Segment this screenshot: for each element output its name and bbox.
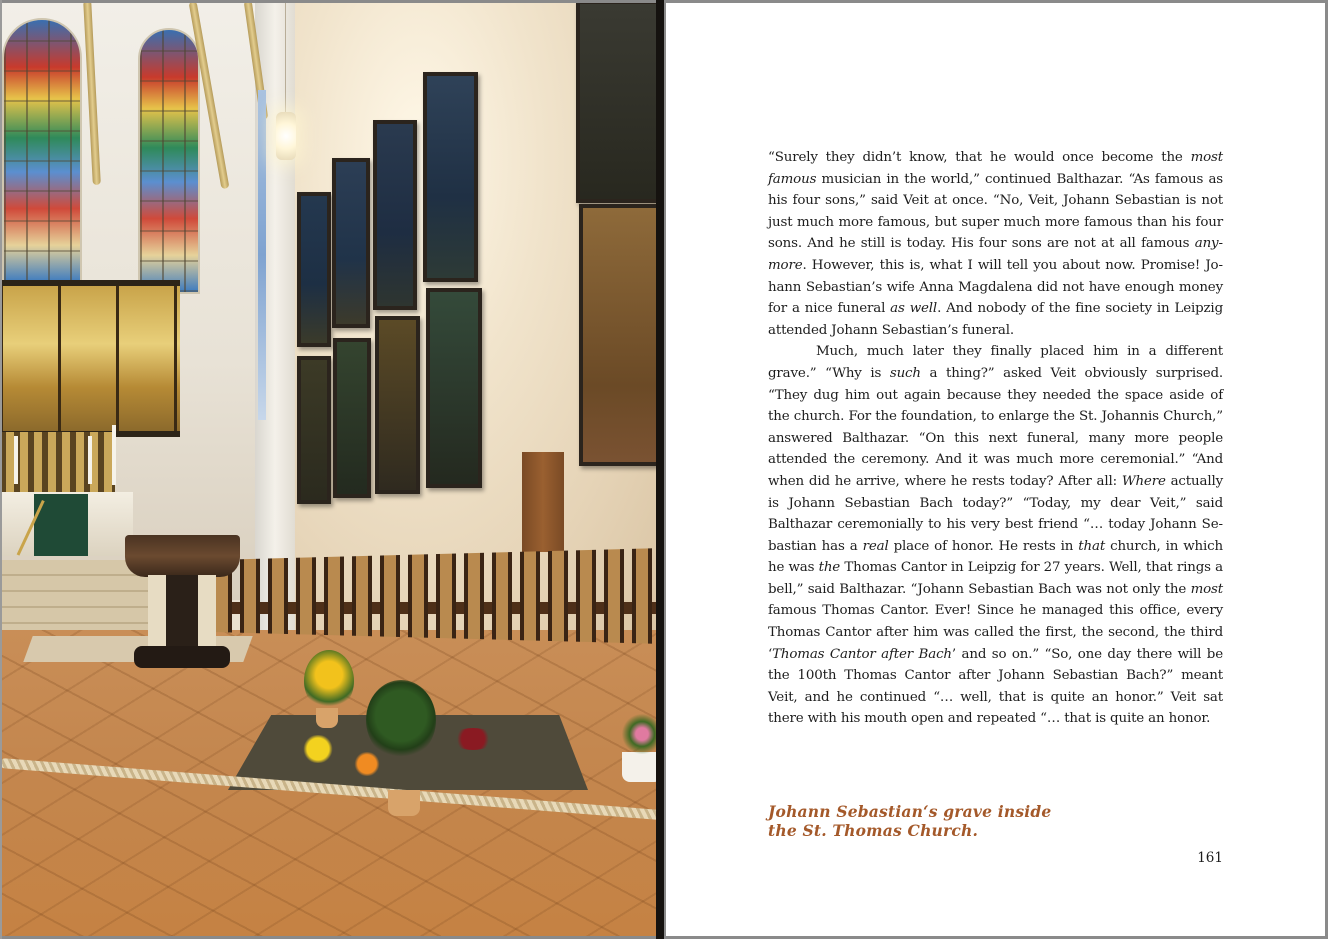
text-run: actually is Johann Sebastian Bach today?” “Today, my dear Veit,” said Balthazar ceremonially to his very best friend “… today Johann Sebastian has a (768, 473, 1223, 554)
italic-run: most famous (768, 150, 1223, 187)
orange-flowers (350, 752, 384, 776)
text-run: ’ and so on.” “So, one day there will be the 100th Thomas Cantor after Johann Sebastian Bach?” meant Veit, and he continued “… well, that is quite an honor.” Veit sat there with his mouth open and repeated “… that is quite an honor. (768, 646, 1223, 727)
lamp-cord (285, 0, 286, 112)
text-run: “Surely they didn’t know, that he would once become the (768, 150, 1191, 165)
cantor-portrait (426, 288, 482, 488)
yellow-flower-bouquet (304, 650, 354, 712)
wooden-door (522, 452, 564, 552)
italic-run: such (889, 365, 921, 381)
page-edge (0, 0, 2, 939)
stained-glass-window-left (2, 18, 82, 284)
baptismal-font-figures (148, 575, 216, 650)
text-run: Much, much later they finally placed him in a different grave.” “Why is (768, 344, 1223, 381)
candle (112, 425, 116, 485)
text-run: musician in the world,” continued Balthazar. “As famous as his four sons,” said Veit at once. “No, Veit, Johann Sebastian is not just much more famous, but super much more famous than his four sons. And he still is today. His four sons are not at all famous (768, 171, 1223, 252)
tall-window (258, 90, 266, 420)
body-text (768, 147, 1223, 730)
italic-run: anymore (768, 236, 1223, 273)
italic-run: as well (890, 301, 938, 317)
candle (14, 436, 18, 484)
paragraph (768, 341, 1223, 730)
cantor-portrait (332, 158, 370, 328)
cantor-portrait (576, 0, 662, 203)
caption-line: the St. Thomas Church. (768, 821, 979, 840)
yellow-flowers (298, 735, 338, 763)
italic-run: the (818, 560, 841, 576)
gothic-winged-altar (0, 280, 180, 437)
candle (88, 436, 92, 484)
book-gutter (656, 0, 664, 939)
cantor-portrait (297, 192, 331, 347)
right-page (666, 0, 1328, 939)
page-number: 161 (1197, 850, 1223, 866)
text-run: a thing?” asked Veit obviously surprised. “They dug him out again because they needed the space aside of the church. For the foundation, to enlarge the St. Johannis Church,” answered Balthazar. “On this next funeral, many more people attended the ceremony. And it was much more ceremonial.” “And when did he arrive, where he rests today? After all: (768, 365, 1223, 489)
text-run: . However, this is, what I will tell you about now. Promise! Johann Sebastian’s wife Anna Magdalena did not have enough money for a nice funeral (768, 257, 1223, 317)
text-run: place of honor. He rests in (888, 538, 1079, 554)
cantor-portrait-large (579, 204, 663, 466)
stained-glass-window-center (138, 28, 200, 294)
italic-run: that (1078, 538, 1106, 554)
italic-run: Where (1121, 473, 1166, 489)
green-plant (366, 680, 436, 760)
cantor-portrait (373, 120, 417, 310)
cantor-portrait (375, 316, 420, 494)
hanging-lamp (276, 112, 296, 160)
baptismal-font-bowl (125, 535, 240, 577)
italic-run: Thomas Cantor after Bach (772, 646, 952, 662)
text-run: famous Thomas Cantor. Ever! Since he managed this office, every Thomas Cantor after him was called the first, the second, the third ‘ (768, 603, 1223, 662)
text-run: Thomas Cantor in Leipzig for 27 years. Well, that rings a bell,” said Balthazar. “Johann Sebastian Bach was not only the (768, 560, 1223, 597)
flower-pot (388, 790, 420, 816)
text-run: . And nobody of the fine society in Leipzig attended Johann Sebastian’s funeral. (768, 301, 1223, 338)
text-run: church, in which he was (768, 538, 1223, 576)
green-altar-cloth (34, 494, 88, 556)
cantor-portrait (423, 72, 478, 282)
cantor-portrait (297, 356, 331, 504)
page-edge (0, 0, 664, 3)
caption-line: Johann Sebastian‘s grave inside (768, 802, 1052, 821)
photo-caption (768, 802, 1088, 840)
page-edge (666, 0, 1328, 3)
italic-run: most (1190, 581, 1223, 597)
italic-run: real (862, 538, 889, 554)
red-roses (450, 728, 496, 750)
baptismal-font-base (134, 646, 230, 668)
cantor-portrait (333, 338, 371, 498)
paragraph (768, 147, 1223, 341)
